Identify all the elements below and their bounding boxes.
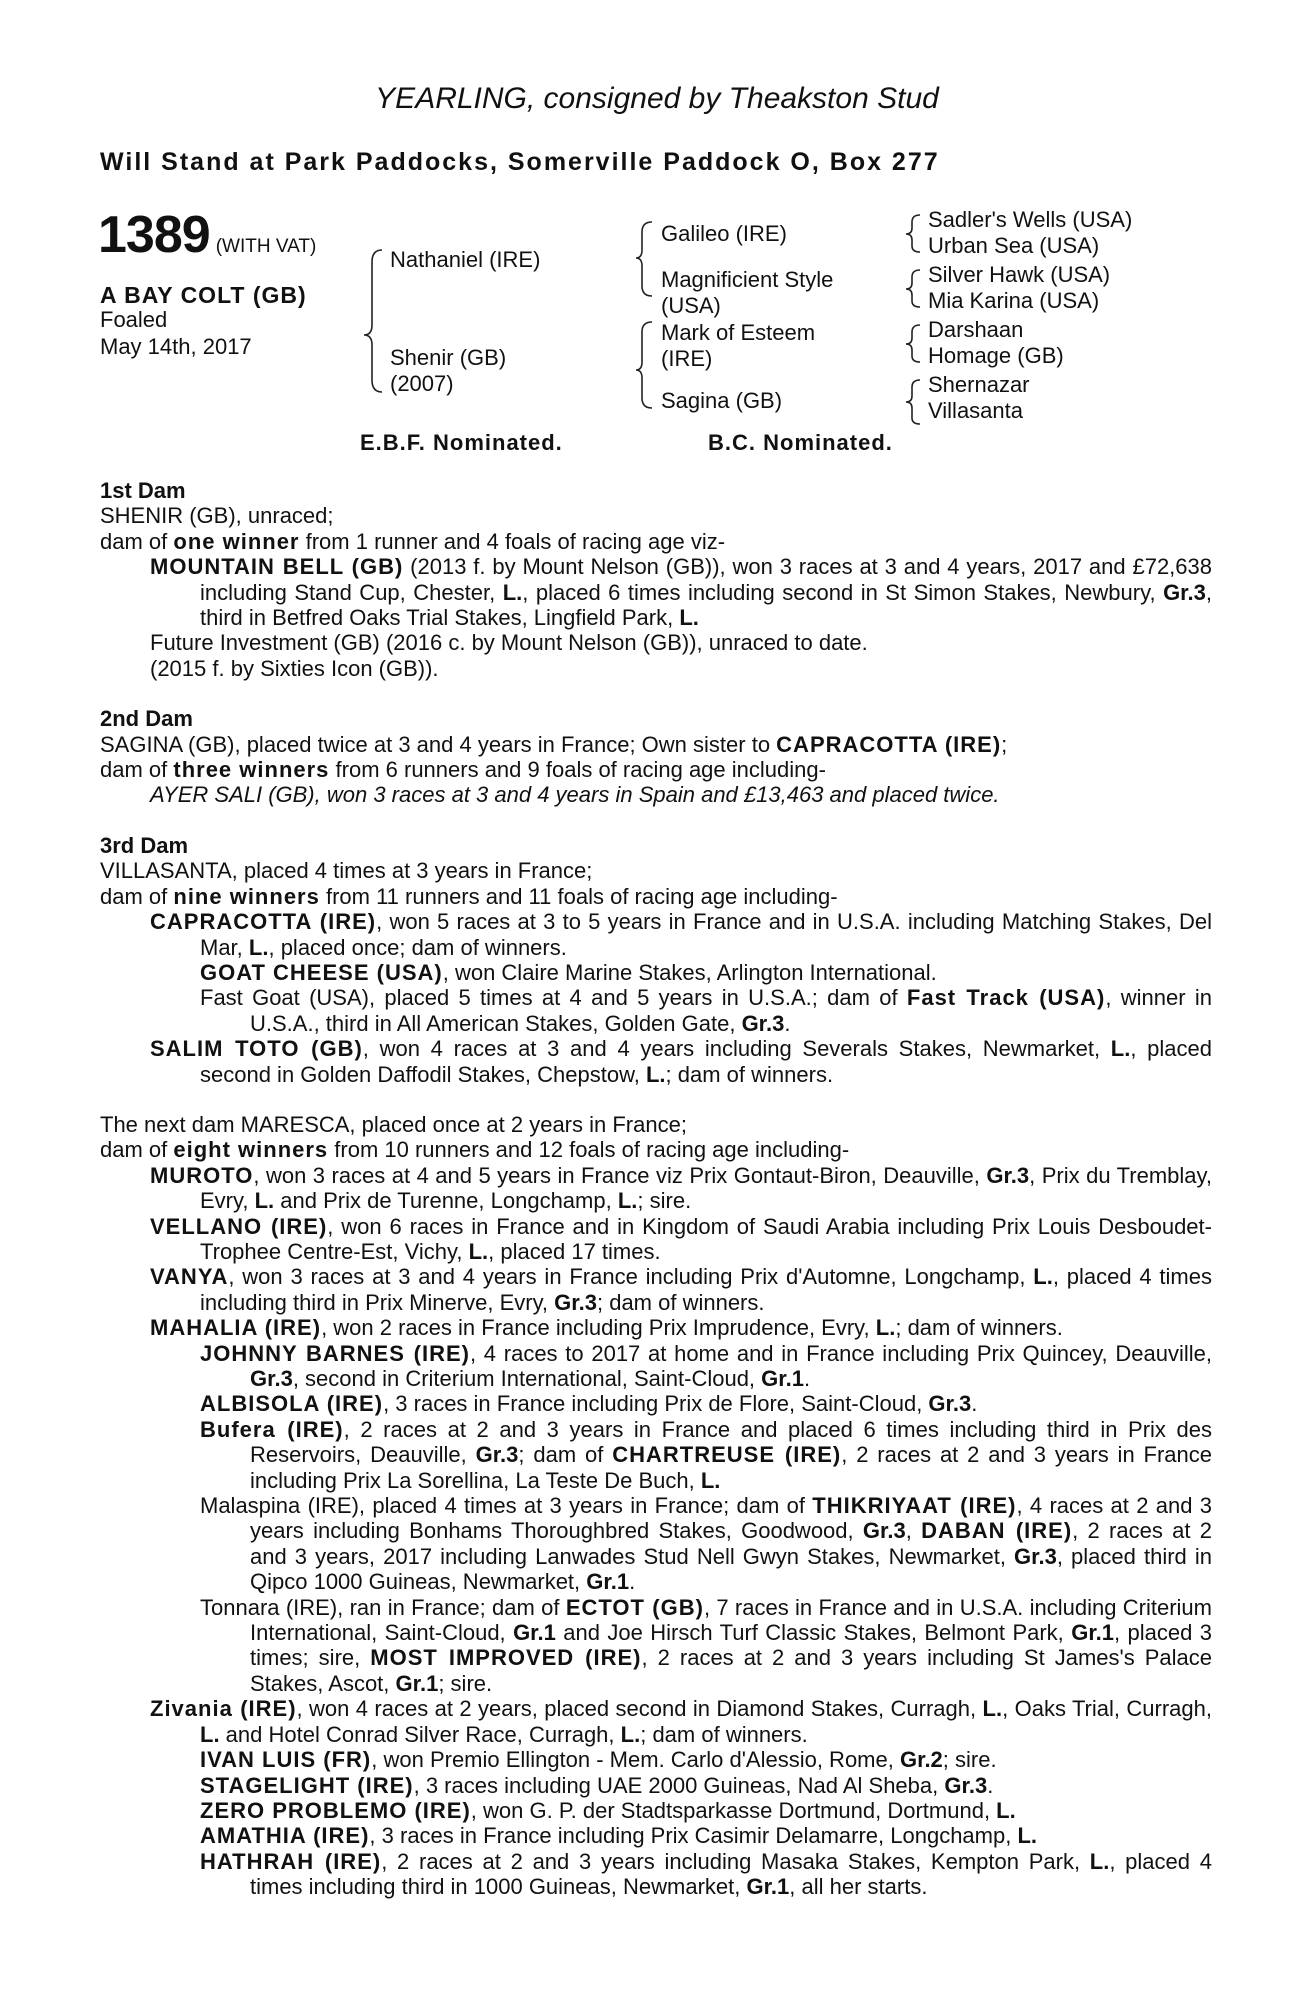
pedigree-dam-year: (2007)	[390, 371, 454, 396]
next-dam-entry: VANYA, won 3 races at 3 and 4 years in France including Prix d'Automne, Longchamp, L., placed 4 times including third in Prix Minerve, Evry, Gr.3; dam of winners.	[150, 1264, 1212, 1315]
pedigree-gen3-1: Sadler's Wells (USA)	[928, 207, 1133, 232]
ebf-nomination: E.B.F. Nominated.	[360, 430, 563, 455]
next-dam-entry: VELLANO (IRE), won 6 races in France and in Kingdom of Saudi Arabia including Prix Louis Desboudet- Trophee Centre-Est, Vichy, L., placed 17 times.	[150, 1213, 1212, 1264]
pedigree-gen3-4: Mia Karina (USA)	[928, 288, 1100, 313]
brace-gen3-d	[906, 380, 920, 424]
next-dam-sub-entry: STAGELIGHT (IRE), 3 races including UAE 2000 Guineas, Nad Al Sheba, Gr.3.	[200, 1772, 994, 1798]
pedigree-gen3-8: Villasanta	[928, 398, 1023, 423]
next-dam-sub-entry: JOHNNY BARNES (IRE), 4 races to 2017 at home and in France including Prix Quincey, Deauville, Gr.3, second in Criterium International, Saint-Cloud, Gr.1.	[200, 1340, 1212, 1391]
first-dam-entry: (2015 f. by Sixties Icon (GB)).	[150, 655, 439, 681]
pedigree-dam-sire	[661, 320, 815, 372]
third-dam-produce: dam of nine winners from 11 runners and 11 foals of racing age including-	[100, 883, 838, 909]
third-dam-entry: SALIM TOTO (GB), won 4 races at 3 and 4 years including Severals Stakes, Newmarket, L., placed second in Golden Daffodil Stakes, Chepstow, L.; dam of winners.	[150, 1036, 1212, 1087]
pedigree-sire-dam-line1: Magnificient Style	[661, 267, 834, 292]
foaled-label: Foaled	[100, 307, 168, 332]
second-dam-line: SAGINA (GB), placed twice at 3 and 4 years in France; Own sister to CAPRACOTTA (IRE);	[100, 731, 1008, 757]
third-dam-entry: GOAT CHEESE (USA), won Claire Marine Stakes, Arlington International.	[200, 959, 937, 985]
next-dam-produce: dam of eight winners from 10 runners and 12 foals of racing age including-	[100, 1137, 850, 1163]
next-dam-sub-entry: ALBISOLA (IRE), 3 races in France including Prix de Flore, Saint-Cloud, Gr.3.	[200, 1391, 978, 1417]
pedigree-sire-sire: Galileo (IRE)	[661, 221, 787, 246]
first-dam-heading: 1st Dam	[100, 478, 186, 503]
brace-gen2-top	[636, 222, 652, 296]
first-dam-produce: dam of one winner from 1 runner and 4 foals of racing age viz-	[100, 528, 726, 554]
pedigree-gen3-5: Darshaan	[928, 317, 1024, 342]
pedigree-gen3-3: Silver Hawk (USA)	[928, 262, 1111, 287]
next-dam-entry: MUROTO, won 3 races at 4 and 5 years in France viz Prix Gontaut-Biron, Deauville, Gr.3, Prix du Tremblay, Evry, L. and Prix de Turenne, Longchamp, L.; sire.	[150, 1162, 1212, 1214]
pedigree-gen3-2: Urban Sea (USA)	[928, 233, 1100, 258]
third-dam-heading: 3rd Dam	[100, 832, 189, 858]
third-dam-line: VILLASANTA, placed 4 times at 3 years in France;	[100, 858, 593, 884]
pedigree-sire-dam	[661, 267, 833, 319]
next-dam-sub-entry: ZERO PROBLEMO (IRE), won G. P. der Stadtsparkasse Dortmund, Dortmund, L.	[200, 1797, 1016, 1823]
brace-gen1	[364, 250, 382, 392]
second-dam-heading: 2nd Dam	[100, 706, 193, 732]
next-dam-sub-entry: Bufera (IRE), 2 races at 2 and 3 years in France and placed 6 times including third in Prix des Reservoirs, Deauville, Gr.3; dam of CHARTREUSE (IRE), 2 races at 2 and 3 years in France including Prix La Sorellina, La Teste De Buch, L.	[200, 1416, 1213, 1493]
brace-gen3-b	[906, 270, 920, 307]
next-dam-entry: MAHALIA (IRE), won 2 races in France including Prix Imprudence, Evry, L.; dam of winners.	[150, 1315, 1063, 1341]
next-dam-sub-entry: IVAN LUIS (FR), won Premio Ellington - Mem. Carlo d'Alessio, Rome, Gr.2; sire.	[200, 1747, 997, 1773]
pedigree-dam	[390, 345, 506, 397]
page-header: YEARLING, consigned by Theakston Stud	[375, 82, 939, 115]
next-dam-sub-entry: Malaspina (IRE), placed 4 times at 3 years in France; dam of THIKRIYAAT (IRE), 4 races at 2 and 3 years including Bonhams Thoroughbred Stakes, Goodwood, Gr.3, DABAN (IRE), 2 races at 2 and 3 years, 2017 including Lanwades Stud Nell Gwyn Stakes, Newmarket, Gr.3, placed third in Qipco 1000 Guineas, Newmarket, Gr.1.	[200, 1493, 1213, 1595]
lot-number: 1389	[98, 206, 210, 264]
next-dam-line: The next dam MARESCA, placed once at 2 years in France;	[100, 1111, 687, 1137]
second-dam-entry: AYER SALI (GB), won 3 races at 3 and 4 years in Spain and £13,463 and placed twice.	[150, 782, 1000, 808]
pedigree-dam-sire-line2: (IRE)	[661, 346, 713, 371]
pedigree-dam-name: Shenir (GB)	[390, 345, 507, 370]
brace-gen3-a	[906, 215, 920, 252]
first-dam-entry: Future Investment (GB) (2016 c. by Mount Nelson (GB)), unraced to date.	[150, 630, 868, 656]
second-dam-produce: dam of three winners from 6 runners and 9 foals of racing age including-	[100, 757, 826, 783]
first-dam-entry: MOUNTAIN BELL (GB) (2013 f. by Mount Nelson (GB)), won 3 races at 3 and 4 years, 2017 and £72,638 including Stand Cup, Chester, L., placed 6 times including second in St Simon Stakes, Newbury, Gr.3, third in Betfred Oaks Trial Stakes, Lingfield Park, L.	[150, 554, 1213, 631]
vat-note: (WITH VAT)	[215, 236, 317, 257]
pedigree-sire-dam-line2: (USA)	[661, 293, 721, 318]
foaled-date: May 14th, 2017	[100, 334, 252, 359]
third-dam-entry: CAPRACOTTA (IRE), won 5 races at 3 to 5 years in France and in U.S.A. including Matching Stakes, Del Mar, L., placed once; dam of winners.	[150, 909, 1213, 960]
next-dam-entry: Zivania (IRE), won 4 races at 2 years, placed second in Diamond Stakes, Curragh, L., Oaks Trial, Curragh, L. and Hotel Conrad Silver Race, Curragh, L.; dam of winners.	[150, 1696, 1212, 1747]
horse-description: A BAY COLT (GB)	[100, 282, 307, 308]
brace-gen2-bottom	[636, 322, 652, 408]
pedigree-gen3-7: Shernazar	[928, 372, 1030, 397]
next-dam-sub-entry: HATHRAH (IRE), 2 races at 2 and 3 years including Masaka Stakes, Kempton Park, L., placed 4 times including third in 1000 Guineas, Newmarket, Gr.1, all her starts.	[200, 1848, 1212, 1900]
third-dam-entry: Fast Goat (USA), placed 5 times at 4 and 5 years in U.S.A.; dam of Fast Track (USA), winner in U.S.A., third in All American Stakes, Golden Gate, Gr.3.	[200, 985, 1212, 1036]
catalogue-body	[100, 478, 1212, 1900]
next-dam-sub-entry: AMATHIA (IRE), 3 races in France including Prix Casimir Delamarre, Longchamp, L.	[200, 1823, 1038, 1849]
pedigree-sire: Nathaniel (IRE)	[390, 247, 541, 272]
pedigree-dam-sire-line1: Mark of Esteem	[661, 320, 816, 345]
brace-gen3-c	[906, 325, 920, 362]
pedigree-gen3-6: Homage (GB)	[928, 343, 1064, 368]
first-dam-line: SHENIR (GB), unraced;	[100, 503, 334, 529]
next-dam-sub-entry: Tonnara (IRE), ran in France; dam of ECTOT (GB), 7 races in France and in U.S.A. including Criterium International, Saint-Cloud, Gr.1 and Joe Hirsch Turf Classic Stakes, Belmont Park, Gr.1, placed 3 times; sire, MOST IMPROVED (IRE), 2 races at 2 and 3 years including St James's Palace Stakes, Ascot, Gr.1; sire.	[200, 1594, 1212, 1696]
sale-location: Will Stand at Park Paddocks, Somerville Paddock O, Box 277	[100, 148, 940, 176]
pedigree-dam-dam: Sagina (GB)	[661, 388, 783, 413]
bc-nomination: B.C. Nominated.	[708, 430, 893, 455]
